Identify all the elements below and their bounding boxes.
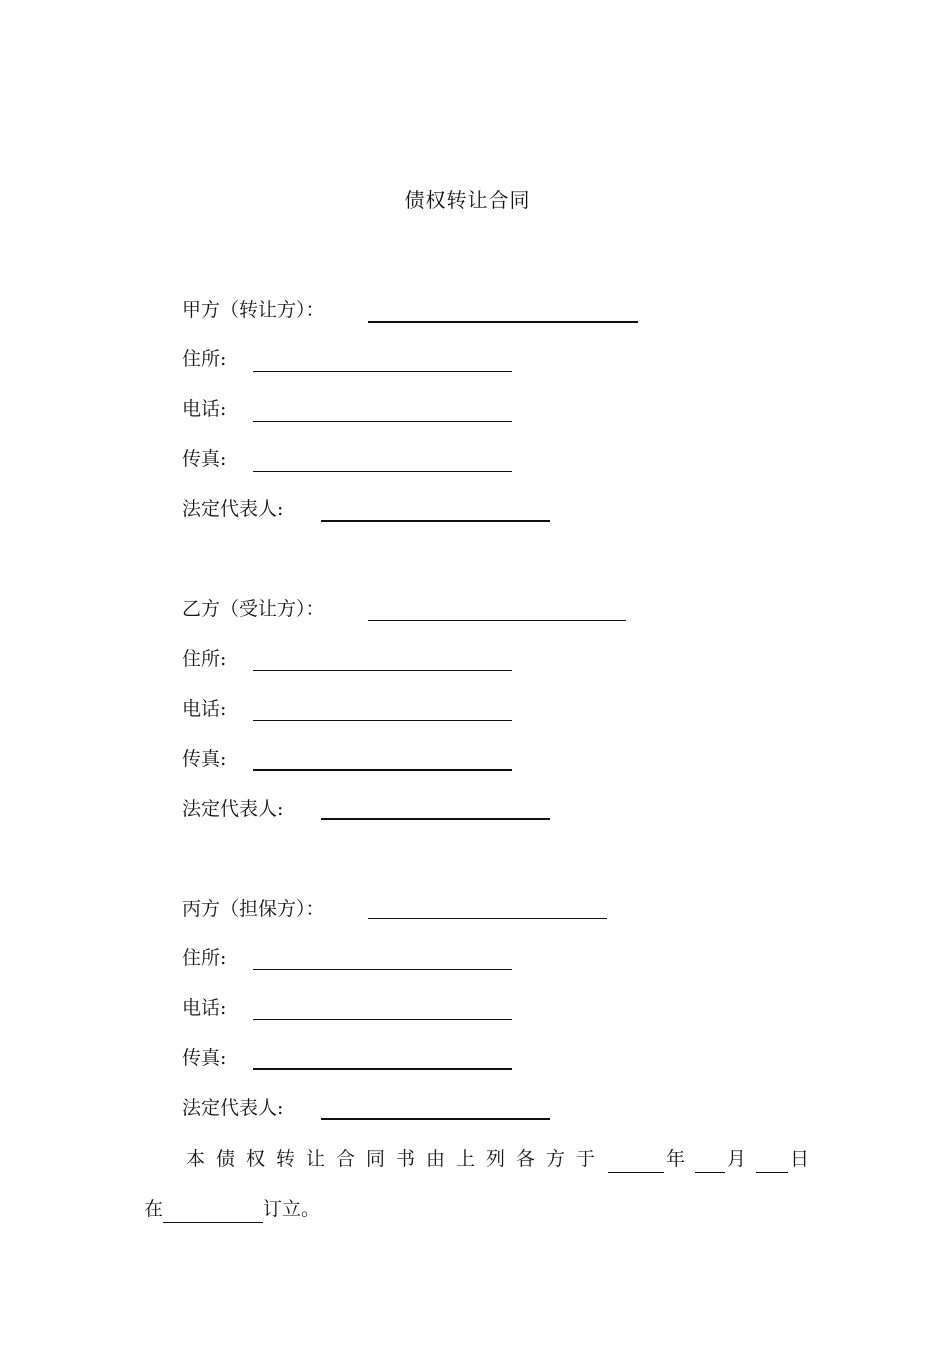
party-b-phone-blank — [253, 695, 512, 721]
party-b-address-label: 住所: — [182, 648, 227, 670]
closing-text: 本债权转让合同书由上列各方于 — [186, 1148, 607, 1170]
closing-line-1 — [186, 1145, 810, 1173]
party-a-phone-blank — [253, 395, 512, 422]
party-c-phone-label: 电话: — [182, 997, 227, 1019]
month-blank — [695, 1150, 725, 1173]
party-b-name-blank — [368, 595, 626, 621]
party-b-fax-label: 传真: — [182, 748, 227, 770]
year-label: 年 — [666, 1148, 686, 1170]
place-label: 在 — [144, 1198, 164, 1220]
party-b-phone-label: 电话: — [182, 698, 227, 720]
party-b-legal-rep-blank — [321, 795, 550, 820]
month-label: 月 — [727, 1148, 747, 1170]
party-a-fax-label: 传真: — [182, 448, 227, 470]
party-a-legal-rep-blank — [321, 495, 550, 522]
party-c-name-blank — [368, 895, 607, 919]
party-b-legal-rep-label: 法定代表人: — [182, 798, 284, 820]
party-c-heading: 丙方（担保方）： — [182, 898, 325, 920]
party-c-fax-blank — [253, 1044, 512, 1070]
party-a-address-label: 住所: — [182, 348, 227, 370]
party-b-address-blank — [253, 645, 512, 671]
party-a-heading: 甲方（转让方）： — [182, 299, 325, 321]
party-a-address-blank — [253, 345, 512, 372]
party-a-legal-rep-label: 法定代表人: — [182, 498, 284, 520]
place-blank — [163, 1200, 263, 1223]
document-title: 债权转让合同 — [404, 188, 531, 212]
party-a-fax-blank — [253, 445, 512, 472]
party-c-address-blank — [253, 944, 512, 970]
day-blank — [756, 1150, 788, 1173]
signed-label: 订立。 — [263, 1198, 321, 1220]
party-c-address-label: 住所: — [182, 947, 227, 969]
closing-line-2 — [144, 1195, 320, 1223]
party-a-phone-label: 电话: — [182, 398, 227, 420]
party-c-fax-label: 传真: — [182, 1047, 227, 1069]
party-b-fax-blank — [253, 745, 512, 771]
year-blank — [608, 1150, 664, 1173]
day-label: 日 — [790, 1148, 810, 1170]
party-c-phone-blank — [253, 994, 512, 1020]
party-b-heading: 乙方（受让方）： — [182, 598, 325, 620]
party-c-legal-rep-blank — [321, 1094, 550, 1120]
party-a-name-blank — [368, 296, 638, 323]
party-c-legal-rep-label: 法定代表人: — [182, 1097, 284, 1119]
